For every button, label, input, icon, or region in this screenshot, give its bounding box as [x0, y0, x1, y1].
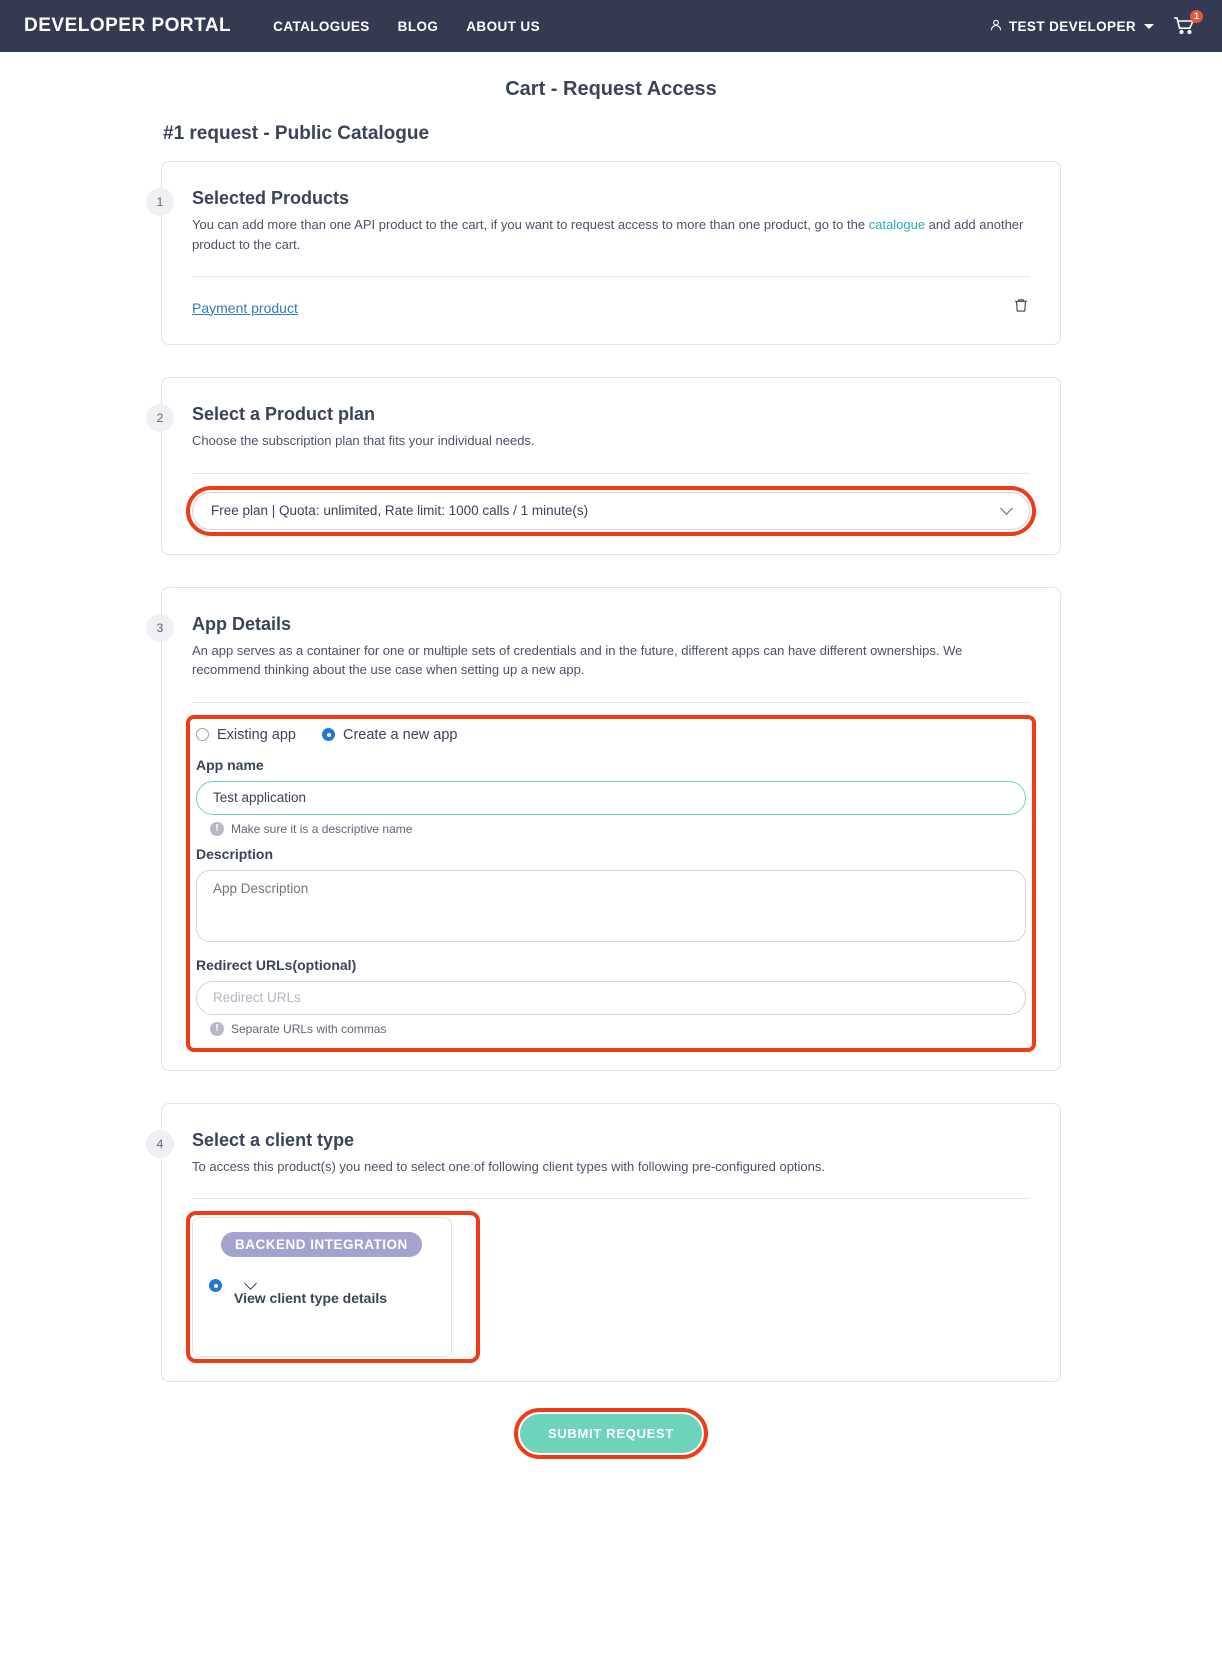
- request-heading: #1 request - Public Catalogue: [163, 123, 430, 144]
- client-type-select-row: [209, 1279, 435, 1308]
- card-product-plan: [156, 377, 1061, 555]
- description-label: Description: [196, 845, 274, 862]
- info-icon: !: [210, 822, 224, 836]
- app-name-input[interactable]: [196, 781, 1026, 815]
- step-number-3: 3: [146, 614, 174, 642]
- radio-label-create-new: Create a new app: [343, 726, 458, 743]
- client-type-desc: To access this product(s) you need to select one of following client types with following pre-configured options.: [192, 1158, 826, 1174]
- product-plan-select[interactable]: [192, 492, 1030, 530]
- main-container: [156, 101, 1061, 1453]
- description-textarea[interactable]: [196, 870, 1026, 942]
- product-link-payment-product[interactable]: Payment product: [192, 299, 298, 316]
- nav-right: [989, 13, 1198, 39]
- cart-icon: [1172, 24, 1196, 41]
- nav-link-blog[interactable]: BLOG: [397, 18, 439, 34]
- user-menu[interactable]: [989, 18, 1154, 35]
- submit-row: [161, 1414, 1061, 1453]
- client-type-card-backend-integration[interactable]: [192, 1217, 452, 1357]
- user-name: TEST DEVELOPER: [1008, 18, 1136, 34]
- product-plan-selected-value: Free plan | Quota: unlimited, Rate limit: 1000 calls / 1 minute(s): [211, 503, 589, 518]
- page-title: Cart - Request Access: [505, 78, 717, 100]
- app-name-label: App name: [196, 756, 264, 773]
- desc-part-1: You can add more than one API product to the cart, if you want to request access to more than one product, go to the: [192, 217, 869, 232]
- brand-logo[interactable]: DEVELOPER PORTAL: [24, 15, 232, 36]
- divider: [192, 473, 1030, 474]
- chevron-down-icon: [1144, 24, 1154, 29]
- trash-icon[interactable]: [1012, 295, 1030, 320]
- card-selected-products: [156, 161, 1061, 345]
- redirect-urls-hint: [210, 1022, 1026, 1036]
- app-name-hint: [210, 822, 1026, 836]
- redirect-urls-label: Redirect URLs(optional): [196, 956, 357, 973]
- app-details-title: App Details: [192, 613, 292, 634]
- app-mode-radio-group: [196, 727, 1026, 743]
- divider: [192, 276, 1030, 277]
- app-name-hint-text: Make sure it is a descriptive name: [231, 821, 413, 836]
- redirect-urls-input[interactable]: [196, 981, 1026, 1015]
- step-number-2: 2: [146, 404, 174, 432]
- submit-request-button[interactable]: SUBMIT REQUEST: [520, 1414, 702, 1453]
- radio-icon-backend-integration[interactable]: [209, 1279, 222, 1292]
- client-type-badge: BACKEND INTEGRATION: [221, 1232, 422, 1257]
- catalogue-link[interactable]: catalogue: [868, 217, 926, 232]
- radio-icon-existing: [196, 728, 209, 741]
- divider: [192, 1198, 1030, 1199]
- redirect-urls-hint-text: Separate URLs with commas: [231, 1021, 387, 1036]
- card-client-type: [156, 1103, 1061, 1383]
- step-number-1: 1: [146, 188, 174, 216]
- chevron-down-icon: [1000, 502, 1013, 515]
- info-icon: !: [210, 1022, 224, 1036]
- selected-products-title: Selected Products: [192, 188, 350, 208]
- cart-badge: 1: [1190, 10, 1203, 23]
- radio-create-new-app[interactable]: [322, 727, 457, 743]
- client-type-title: Select a client type: [192, 1129, 355, 1150]
- radio-existing-app[interactable]: [196, 727, 296, 743]
- chevron-down-icon: [244, 1277, 257, 1290]
- desc-part-2: and add another product to the cart.: [192, 217, 1024, 252]
- view-client-type-details-label: View client type details: [234, 1290, 388, 1306]
- view-client-type-details-toggle[interactable]: [234, 1279, 387, 1308]
- app-details-desc: An app serves as a container for one or multiple sets of credentials and in the future, different apps can have different ownerships. We recommend thinking about the use case when setting up a new app.: [192, 642, 963, 677]
- radio-icon-create-new: [322, 728, 335, 741]
- nav-link-catalogues[interactable]: CATALOGUES: [273, 18, 370, 34]
- selected-products-desc: [192, 215, 1030, 254]
- step-number-4: 4: [146, 1130, 174, 1158]
- nav-links: [273, 19, 540, 34]
- nav-link-about-us[interactable]: ABOUT US: [466, 18, 540, 34]
- cart-button[interactable]: [1172, 13, 1198, 39]
- product-plan-title: Select a Product plan: [192, 404, 376, 424]
- user-icon: [989, 18, 1003, 35]
- top-navbar: [0, 0, 1222, 52]
- card-app-details: [156, 587, 1061, 1071]
- product-plan-desc: Choose the subscription plan that fits your individual needs.: [192, 433, 535, 448]
- product-row: [192, 295, 1030, 320]
- divider: [192, 702, 1030, 703]
- radio-label-existing: Existing app: [217, 726, 296, 743]
